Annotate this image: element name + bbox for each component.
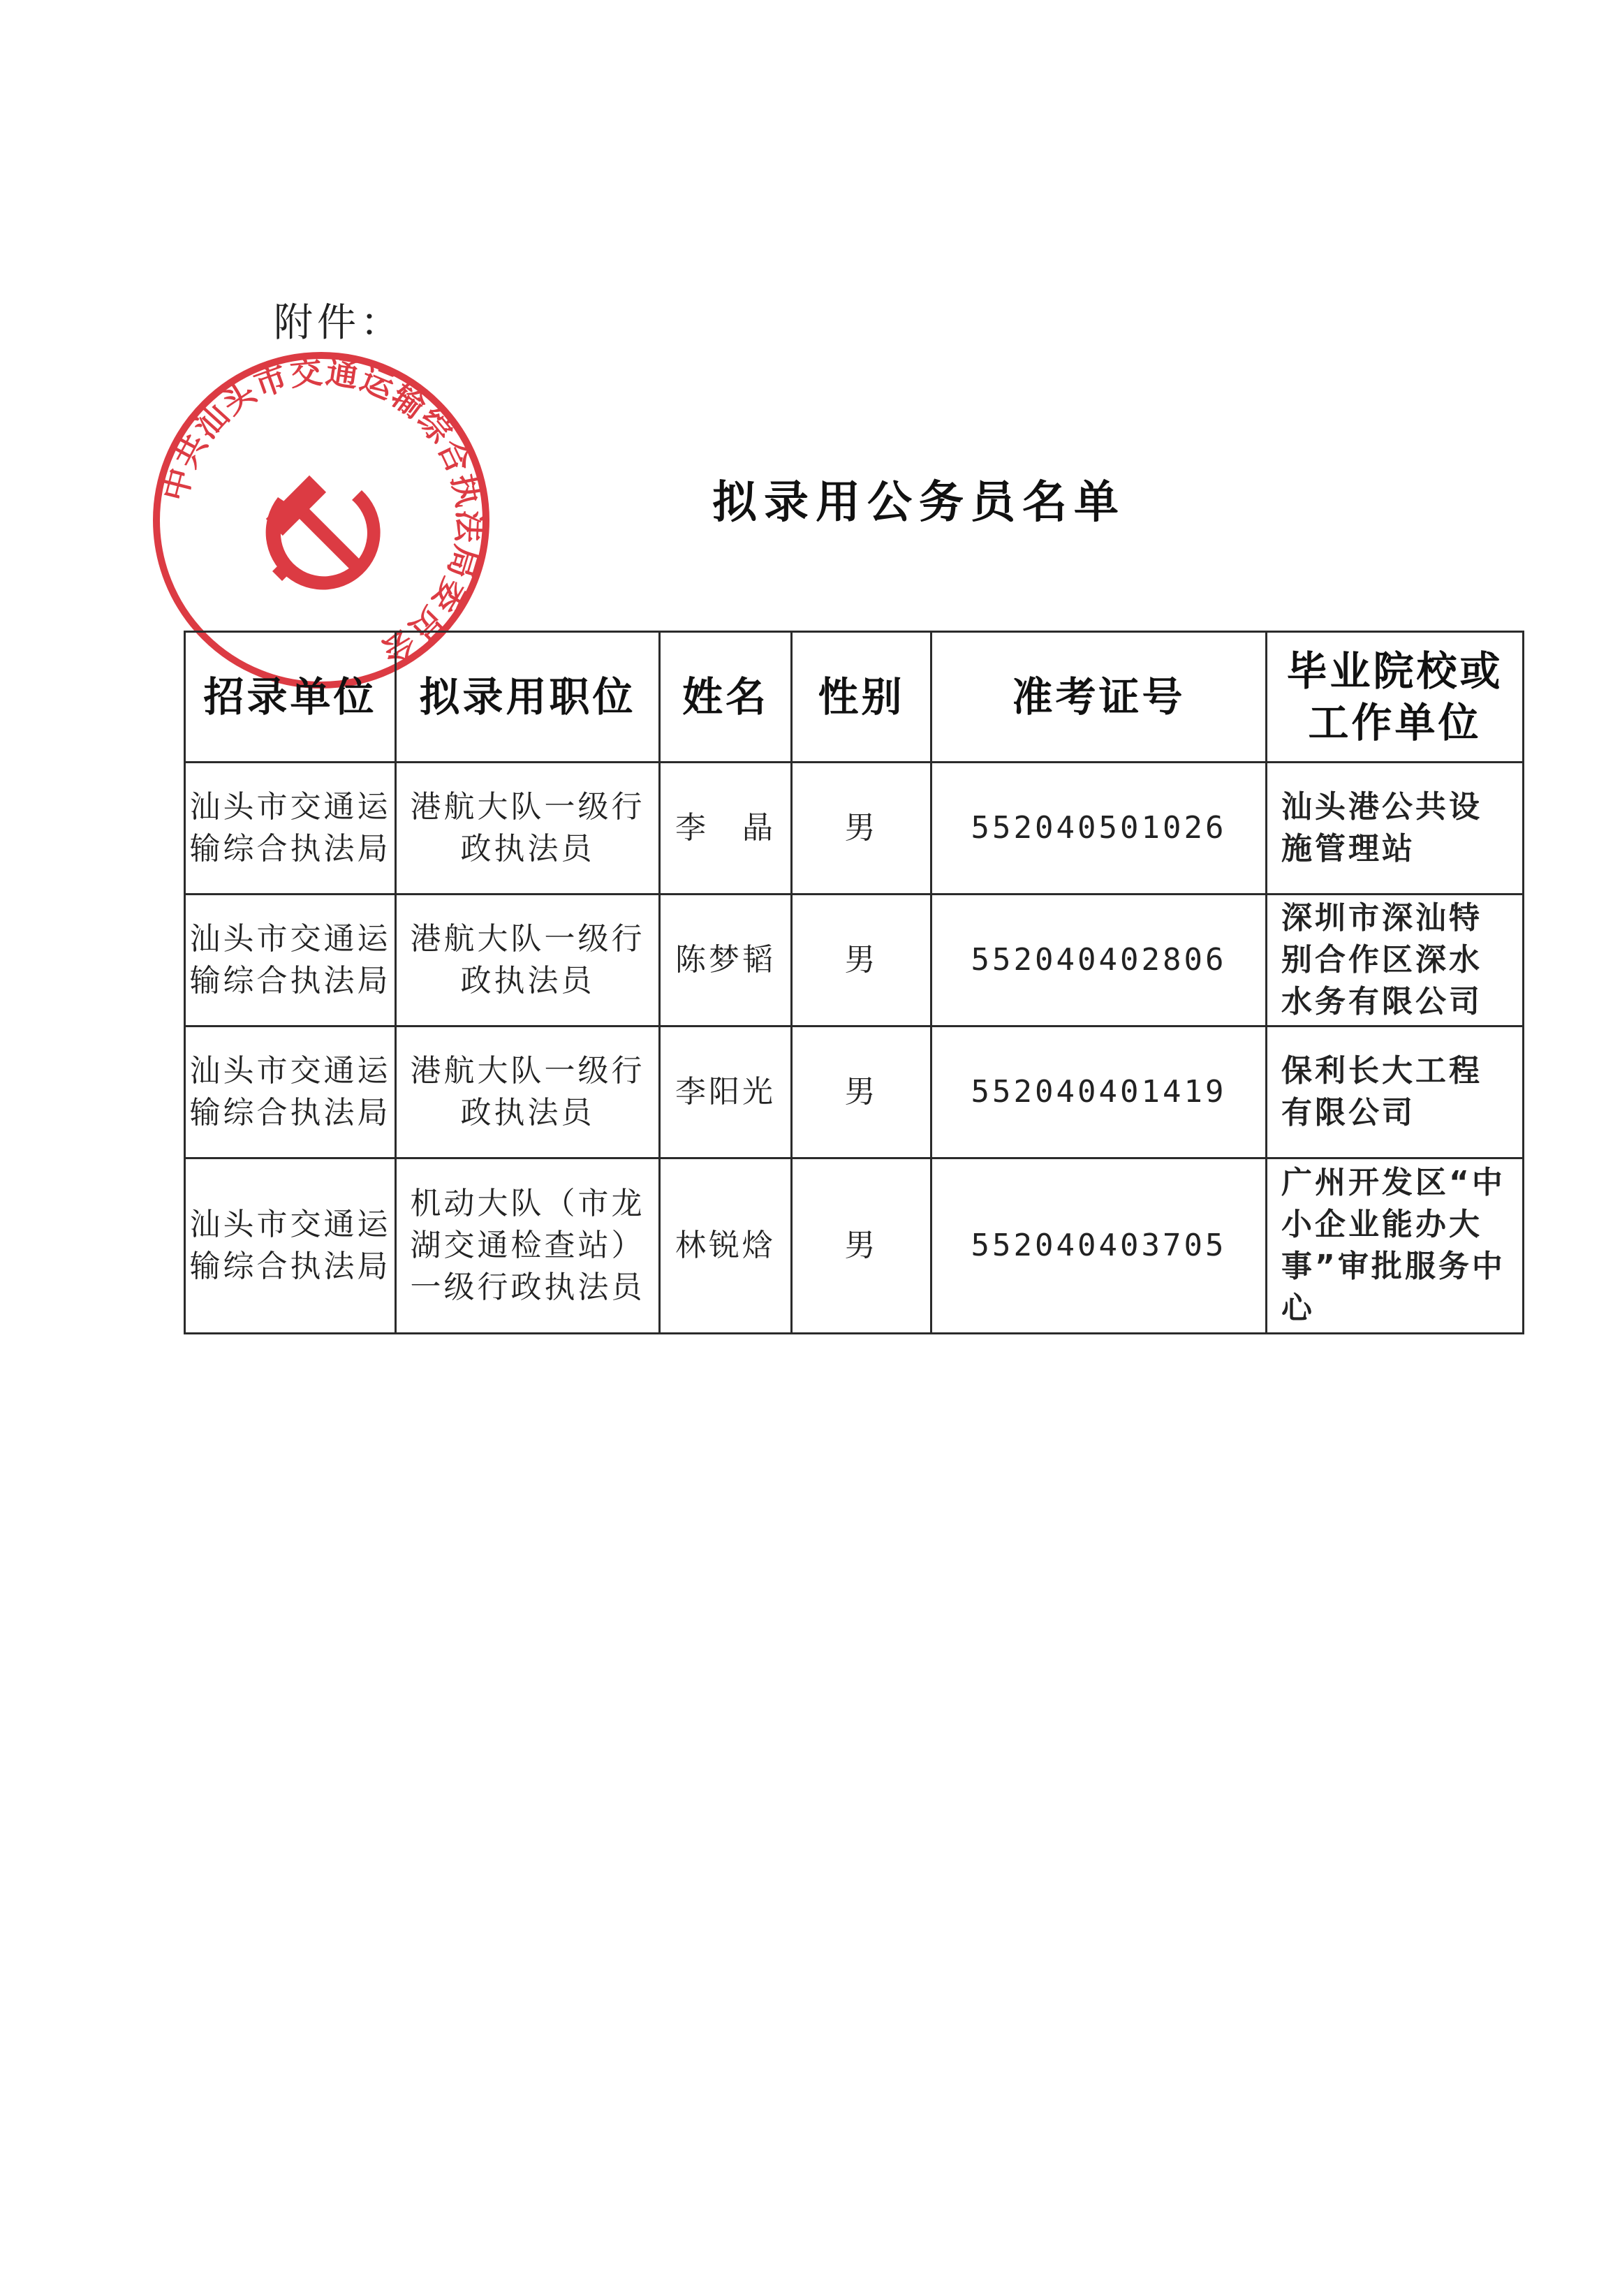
header-gender: 性别 [792, 632, 931, 763]
hammer-and-sickle-icon [266, 476, 383, 592]
table-row [185, 1158, 1524, 1334]
school-cell: 保利长大工程有限公司 [1267, 1026, 1524, 1158]
gender-cell: 男 [792, 895, 931, 1026]
header-school-line1: 毕业院校或 [1286, 647, 1503, 695]
unit-cell: 汕头市交通运输综合执法局 [185, 1026, 396, 1158]
exam-number-cell: 552040402806 [931, 895, 1267, 1026]
gender-cell: 男 [792, 1026, 931, 1158]
post-cell: 港航大队一级行政执法员 [396, 1026, 660, 1158]
attachment-label: 附件： [274, 300, 404, 346]
unit-cell: 汕头市交通运输综合执法局 [185, 895, 396, 1026]
header-unit: 招录单位 [185, 632, 396, 763]
name-cell: 陈梦韬 [660, 895, 792, 1026]
school-cell: 广州开发区“中小企业能办大事”审批服务中心 [1267, 1158, 1524, 1334]
school-cell: 汕头港公共设施管理站 [1267, 763, 1524, 895]
roster-table [184, 631, 1524, 1334]
name-cell: 林锐焓 [660, 1158, 792, 1334]
name-cell: 李阳光 [660, 1026, 792, 1158]
header-school-line2: 工作单位 [1308, 699, 1482, 746]
exam-number-cell: 552040401419 [931, 1026, 1267, 1158]
unit-cell: 汕头市交通运输综合执法局 [185, 1158, 396, 1334]
name-cell: 李 晶 [660, 763, 792, 895]
unit-cell: 汕头市交通运输综合执法局 [185, 763, 396, 895]
post-cell: 机动大队（市龙湖交通检查站）一级行政执法员 [396, 1158, 660, 1334]
table-row [185, 1026, 1524, 1158]
post-cell: 港航大队一级行政执法员 [396, 895, 660, 1026]
exam-number-cell: 552040501026 [931, 763, 1267, 895]
school-cell: 深圳市深汕特别合作区深水水务有限公司 [1267, 895, 1524, 1026]
seal-text: 中共汕头市交通运输综合执法局委员会 [155, 352, 489, 672]
document-title: 拟录用公务员名单 [712, 477, 1126, 529]
table-header-row [185, 632, 1524, 763]
header-name: 姓名 [660, 632, 792, 763]
table-row [185, 763, 1524, 895]
exam-number-cell: 552040403705 [931, 1158, 1267, 1334]
post-cell: 港航大队一级行政执法员 [396, 763, 660, 895]
header-school [1267, 632, 1524, 763]
table-row [185, 895, 1524, 1026]
gender-cell: 男 [792, 1158, 931, 1334]
header-post: 拟录用职位 [396, 632, 660, 763]
header-exam-number: 准考证号 [931, 632, 1267, 763]
gender-cell: 男 [792, 763, 931, 895]
